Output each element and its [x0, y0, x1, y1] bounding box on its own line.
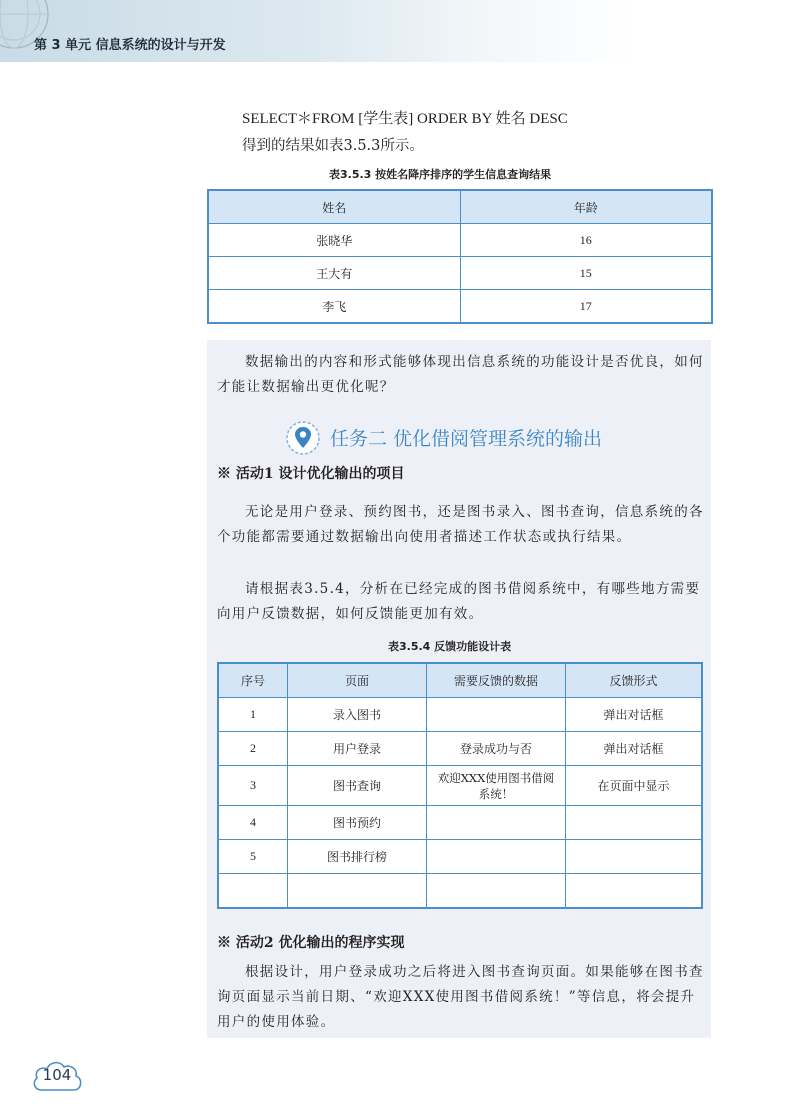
form-cell: 弹出对话框 [566, 732, 703, 766]
age-cell: 16 [460, 224, 712, 257]
page-cell: 图书预约 [288, 806, 427, 840]
sql-statement: SELECT＊FROM [学生表] ORDER BY 姓名 DESC [242, 111, 568, 127]
form-cell [566, 874, 703, 909]
index-cell: 4 [218, 806, 288, 840]
question-paragraph: 数据输出的内容和形式能够体现出信息系统的功能设计是否优良，如何才能让数据输出更优化呢？ [217, 354, 704, 395]
table-row [218, 840, 702, 874]
table-header-row [218, 663, 702, 698]
form-cell [566, 840, 703, 874]
page-number-badge [30, 1058, 84, 1094]
data-cell [427, 840, 566, 874]
data-cell: 欢迎XXX使用图书借阅系统！ [427, 766, 566, 806]
data-cell [427, 806, 566, 840]
result-sentence: 得到的结果如表3.5.3所示。 [242, 138, 424, 154]
table-row [218, 698, 702, 732]
table2-caption: 表3.5.4 反馈功能设计表 [388, 640, 512, 653]
index-cell: 1 [218, 698, 288, 732]
index-cell: 3 [218, 766, 288, 806]
index-cell [218, 874, 288, 909]
table-header-row [208, 190, 712, 224]
name-cell: 李飞 [208, 290, 460, 324]
task-title: 任务二 优化借阅管理系统的输出 [330, 428, 603, 450]
column-header: 需要反馈的数据 [427, 663, 566, 698]
table-row [218, 874, 702, 909]
column-header: 页面 [288, 663, 427, 698]
column-header: 序号 [218, 663, 288, 698]
data-cell [427, 874, 566, 909]
page-number: 104 [42, 1066, 72, 1084]
page-cell: 用户登录 [288, 732, 427, 766]
age-cell: 15 [460, 257, 712, 290]
name-cell: 王大有 [208, 257, 460, 290]
unit-title: 第 3 单元 信息系统的设计与开发 [34, 38, 226, 53]
page-cell: 图书查询 [288, 766, 427, 806]
feedback-design-table [217, 662, 703, 909]
form-cell: 在页面中显示 [566, 766, 703, 806]
paragraph-2: 请根据表3.5.4，分析在已经完成的图书借阅系统中，有哪些地方需要向用户反馈数据，如何反馈能更加有效。 [217, 581, 701, 622]
index-cell: 2 [218, 732, 288, 766]
student-query-table [207, 189, 713, 324]
table-row [208, 257, 712, 290]
paragraph-3: 根据设计，用户登录成功之后将进入图书查询页面。如果能够在图书查询页面显示当前日期、“欢迎XXX使用图书借阅系统！”等信息，将会提升用户的使用体验。 [217, 964, 704, 1030]
table-row [218, 806, 702, 840]
form-cell: 弹出对话框 [566, 698, 703, 732]
table-row [208, 290, 712, 324]
table-row [218, 766, 702, 806]
age-cell: 17 [460, 290, 712, 324]
paragraph-1: 无论是用户登录、预约图书，还是图书录入、图书查询，信息系统的各个功能都需要通过数据输出向使用者描述工作状态或执行结果。 [217, 504, 704, 545]
table-row [208, 224, 712, 257]
column-header: 年龄 [460, 190, 712, 224]
name-cell: 张晓华 [208, 224, 460, 257]
table1-caption: 表3.5.3 按姓名降序排序的学生信息查询结果 [329, 168, 552, 181]
index-cell: 5 [218, 840, 288, 874]
column-header: 姓名 [208, 190, 460, 224]
table-row [218, 732, 702, 766]
data-cell [427, 698, 566, 732]
activity2-heading: ※ 活动2 优化输出的程序实现 [217, 935, 405, 951]
page-cell [288, 874, 427, 909]
location-pin-icon [285, 420, 321, 456]
page-cell: 录入图书 [288, 698, 427, 732]
activity1-heading: ※ 活动1 设计优化输出的项目 [217, 466, 405, 482]
header-band [0, 0, 793, 62]
data-cell: 登录成功与否 [427, 732, 566, 766]
page-cell: 图书排行榜 [288, 840, 427, 874]
column-header: 反馈形式 [566, 663, 703, 698]
form-cell [566, 806, 703, 840]
